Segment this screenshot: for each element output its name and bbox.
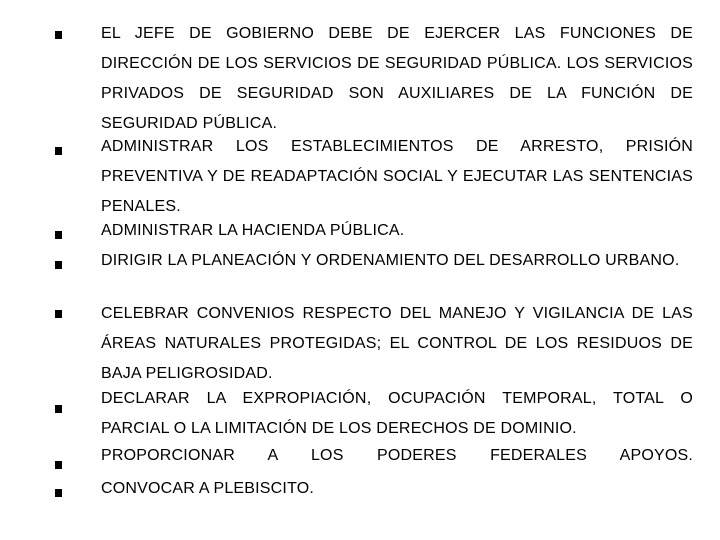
- list-item-text: EL JEFE DE GOBIERNO DEBE DE EJERCER LAS FUNCIONES DE DIRECCIÓN DE LOS SERVICIOS DE SEGURIDAD PÚBLICA. LOS SERVICIOS PRIVADOS DE SEGURIDAD SON AUXILIARES DE LA FUNCIÓN DE SEGURIDAD PÚBLICA.: [101, 25, 693, 132]
- square-bullet-icon: [55, 405, 62, 413]
- square-bullet-icon: [55, 461, 62, 469]
- list-item-text: PROPORCIONAR A LOS PODERES FEDERALES APOYOS.: [101, 447, 693, 464]
- list-item-text: DIRIGIR LA PLANEACIÓN Y ORDENAMIENTO DEL DESARROLLO URBANO.: [101, 252, 680, 269]
- square-bullet-icon: [55, 261, 62, 269]
- list-item-text: DECLARAR LA EXPROPIACIÓN, OCUPACIÓN TEMPORAL, TOTAL O PARCIAL O LA LIMITACIÓN DE LOS DERECHOS DE DOMINIO.: [101, 390, 693, 437]
- list-item-text: CONVOCAR A PLEBISCITO.: [101, 480, 315, 497]
- list-item-text: ADMINISTRAR LA HACIENDA PÚBLICA.: [101, 222, 405, 239]
- square-bullet-icon: [55, 231, 62, 239]
- square-bullet-icon: [55, 31, 62, 39]
- square-bullet-icon: [55, 147, 62, 155]
- square-bullet-icon: [55, 489, 62, 497]
- list-item-text: ADMINISTRAR LOS ESTABLECIMIENTOS DE ARRESTO, PRISIÓN PREVENTIVA Y DE READAPTACIÓN SOCIAL Y EJECUTAR LAS SENTENCIAS PENALES.: [101, 138, 693, 215]
- list-item-text: CELEBRAR CONVENIOS RESPECTO DEL MANEJO Y VIGILANCIA DE LAS ÁREAS NATURALES PROTEGIDAS; EL CONTROL DE LOS RESIDUOS DE BAJA PELIGROSIDAD.: [101, 305, 693, 382]
- square-bullet-icon: [55, 310, 62, 318]
